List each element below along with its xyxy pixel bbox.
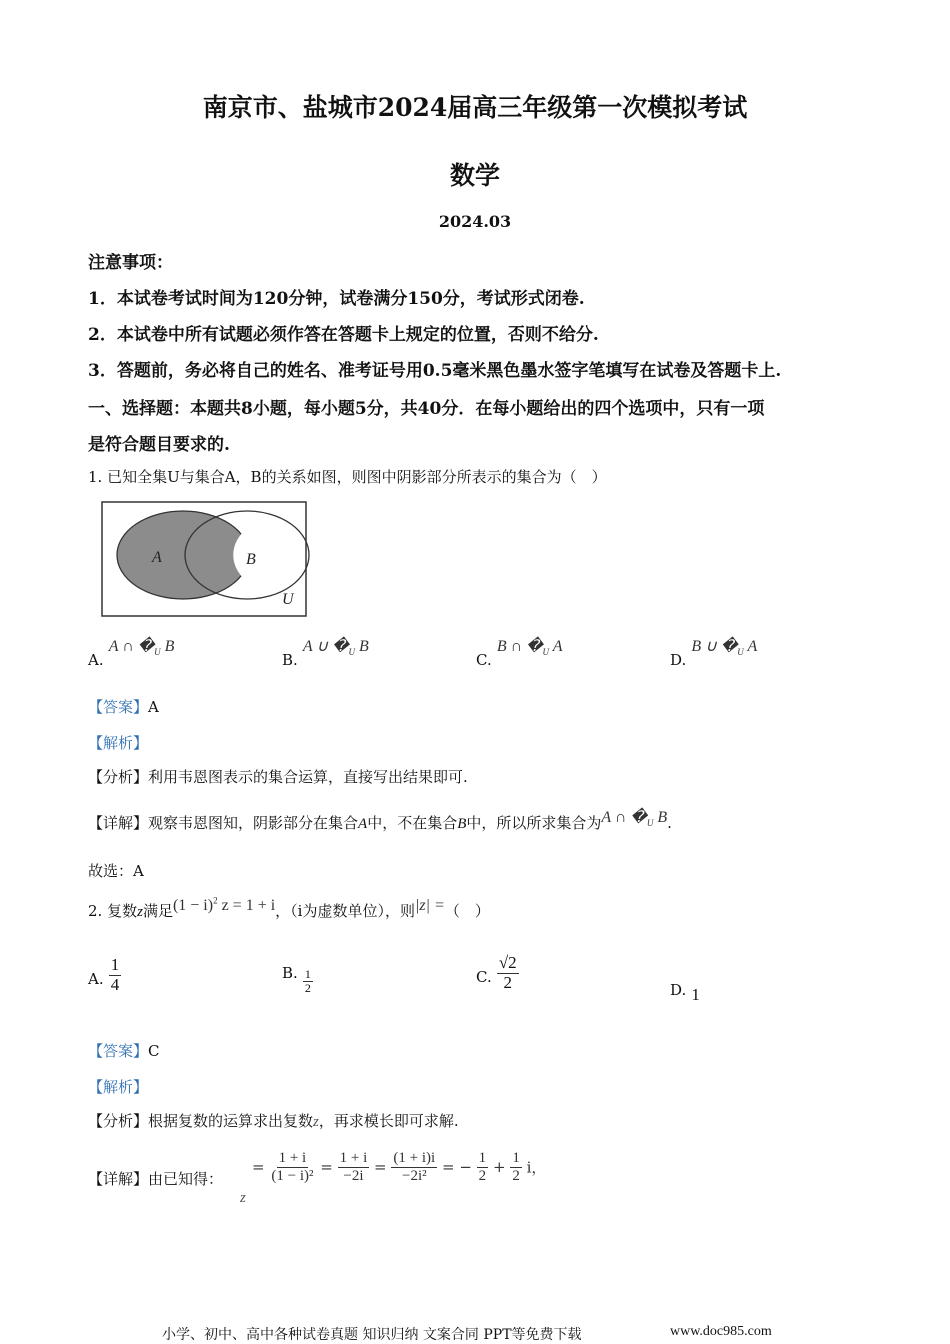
derivation: = $\frac{1 + i}{\text{(1 − i)²}}$ = $\frac{1 + i}{-2i}$ = $\frac{(1 + i)i}{\text{−2i²}}$ = − $\frac{1}{2}$ + $\frac{1}{2}$ i， [252, 1150, 547, 1184]
option-b: B. A ∪ $�_U$ B [282, 638, 369, 669]
option-d: D. B ∪ $�_U$ A [670, 638, 758, 669]
footer-url[interactable]: www.doc985.com [670, 1324, 772, 1339]
question-1-stem: 1. 已知全集U与集合A，B的关系如图，则图中阴影部分所表示的集合为（ ） [88, 468, 607, 486]
footer-text: 小学、初中、高中各种试卷真题 知识归纳 文案合同 PPT等免费下载 [162, 1327, 582, 1343]
option-a: A. $\frac{1}{4}$ [88, 955, 120, 994]
question-2-stem: 2. 复数z满足$(1 - i)^2$ z = 1 + i，（i为虚数单位），则|z| =（ ） [88, 895, 490, 920]
conclusion: 故选：A [88, 862, 144, 880]
detail-text: 【详解】观察韦恩图知，阴影部分在集合A中，不在集合B中，所以所求集合为A ∩ $�_U$ B. [88, 809, 672, 832]
exam-date: 2024.03 [438, 212, 512, 231]
option-b: B. $\frac{1}{2}$ [282, 964, 311, 996]
set-a-label: A [152, 549, 162, 566]
analysis-tag: 【解析】 [88, 734, 149, 752]
subject-title: 数学 [449, 161, 500, 190]
variable-z: z [240, 1190, 246, 1206]
notice-item: 2．本试卷中所有试题必须作答在答题卡上规定的位置，否则不给分. [88, 325, 599, 345]
universal-label: U [282, 591, 294, 608]
set-b-label: B [246, 551, 256, 568]
set-a-region [117, 511, 249, 599]
detail-text: 【详解】由已知得： [88, 1170, 224, 1188]
option-c: C. B ∩ $�_U$ A [476, 638, 563, 669]
analysis-text: 【分析】根据复数的运算求出复数z，再求模长即可求解. [88, 1112, 459, 1130]
option-a: A. A ∩ $�_U$ B [88, 638, 175, 669]
option-c: C. $\frac{√2}{2}$ [476, 953, 517, 992]
notice-item: 1．本试卷考试时间为120分钟，试卷满分150分，考试形式闭卷. [88, 289, 585, 309]
section-heading-cont: 是符合题目要求的. [88, 435, 230, 455]
section-heading: 一、选择题：本题共8小题，每小题5分，共40分．在每小题给出的四个选项中，只有一项 [88, 399, 765, 419]
venn-diagram [100, 500, 310, 620]
notice-item: 3．答题前，务必将自己的姓名、准考证号用0.5毫米黑色墨水签字笔填写在试卷及答题卡上. [88, 361, 782, 381]
notice-heading: 注意事项： [88, 253, 173, 273]
analysis-text: 【分析】利用韦恩图表示的集合运算，直接写出结果即可. [88, 768, 468, 786]
option-d: D. 1 [670, 981, 700, 1004]
analysis-tag: 【解析】 [88, 1078, 149, 1096]
answer-line: 【答案】C [88, 1042, 160, 1060]
answer-line: 【答案】A [88, 698, 159, 716]
page-title: 南京市、盐城市2024届高三年级第一次模拟考试 [202, 93, 748, 122]
